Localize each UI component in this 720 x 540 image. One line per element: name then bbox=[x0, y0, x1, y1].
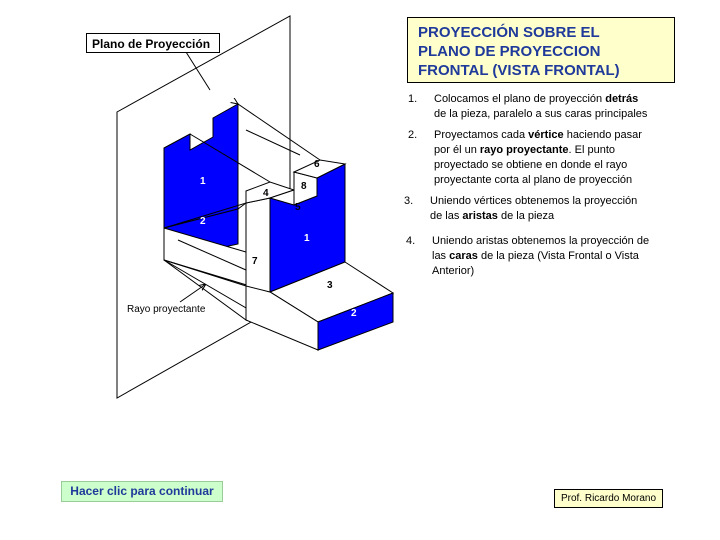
plane-label: Plano de Proyección bbox=[86, 33, 220, 53]
step-text bbox=[434, 92, 647, 122]
step-item bbox=[406, 234, 649, 279]
step-line bbox=[434, 107, 647, 122]
step-run: Colocamos el plano de proyección bbox=[434, 93, 606, 105]
step-emphasis: aristas bbox=[462, 210, 498, 222]
step-item bbox=[408, 128, 642, 188]
step-number: 4. bbox=[406, 235, 416, 247]
title-line: PLANO DE PROYECCION bbox=[418, 43, 601, 60]
plane-leader-line bbox=[186, 52, 210, 90]
step-run: Proyectamos cada bbox=[434, 129, 529, 141]
step-line bbox=[430, 209, 637, 224]
step-number: 3. bbox=[404, 195, 414, 207]
step-line bbox=[434, 92, 647, 107]
step-line bbox=[434, 143, 642, 158]
face-label-top-small: 4 bbox=[263, 188, 269, 199]
step-line bbox=[430, 194, 637, 209]
projection-ray bbox=[246, 130, 300, 155]
face-label-face-8: 8 bbox=[301, 181, 307, 192]
step-run: de la pieza (Vista Frontal o Vista bbox=[477, 250, 639, 262]
step-emphasis: caras bbox=[449, 250, 478, 262]
face-label-top-step: 6 bbox=[314, 159, 320, 170]
step-text bbox=[430, 194, 637, 224]
step-number: 2. bbox=[408, 129, 418, 141]
step-run: de la pieza bbox=[497, 210, 555, 222]
step-run: . El punto bbox=[568, 144, 616, 156]
step-emphasis: detrás bbox=[605, 93, 639, 105]
step-run: Uniendo aristas obtenemos la proyección de bbox=[432, 235, 650, 247]
step-line bbox=[432, 234, 649, 249]
face-label-front-mid: 7 bbox=[252, 256, 258, 267]
step-run: Anterior) bbox=[432, 265, 475, 277]
step-number: 1. bbox=[408, 93, 418, 105]
step-line bbox=[434, 158, 642, 173]
title-line: PROYECCIÓN SOBRE EL bbox=[418, 24, 600, 41]
face-label-right-upper: 1 bbox=[304, 233, 310, 244]
face-label-plane-lower: 2 bbox=[200, 216, 206, 227]
step-run: haciendo pasar bbox=[563, 129, 642, 141]
step-item bbox=[404, 194, 637, 224]
step-line bbox=[432, 249, 649, 264]
face-label-step: 5 bbox=[295, 202, 301, 213]
face-label-plane-upper: 1 bbox=[200, 176, 206, 187]
step-emphasis: vértice bbox=[528, 129, 564, 141]
step-run: por él un bbox=[434, 144, 480, 156]
step-run: de las bbox=[430, 210, 463, 222]
author-label: Prof. Ricardo Morano bbox=[554, 489, 663, 508]
face-label-top-base: 3 bbox=[327, 280, 333, 291]
step-item bbox=[408, 92, 647, 122]
step-run: Uniendo vértices obtenemos la proyección bbox=[430, 195, 638, 207]
step-run: las bbox=[432, 250, 450, 262]
step-run: proyectante corta al plano de proyección bbox=[434, 174, 633, 186]
step-run: de la pieza, paralelo a sus caras principales bbox=[434, 108, 648, 120]
ray-leader-line bbox=[180, 284, 206, 302]
step-line bbox=[432, 264, 649, 279]
step-run: proyectado se obtiene en donde el rayo bbox=[434, 159, 628, 171]
step-text bbox=[434, 128, 642, 188]
title-line: FRONTAL (VISTA FRONTAL) bbox=[418, 62, 620, 79]
ray-label: Rayo proyectante bbox=[127, 304, 206, 315]
piece-front-mid-face bbox=[246, 198, 270, 292]
step-line bbox=[434, 173, 642, 188]
step-line bbox=[434, 128, 642, 143]
plane-face-upper bbox=[164, 104, 238, 228]
step-text bbox=[432, 234, 649, 279]
continue-button[interactable]: Hacer clic para continuar bbox=[61, 481, 223, 502]
step-emphasis: rayo proyectante bbox=[479, 144, 569, 156]
page-title bbox=[407, 17, 675, 83]
face-label-right-base: 2 bbox=[351, 308, 357, 319]
